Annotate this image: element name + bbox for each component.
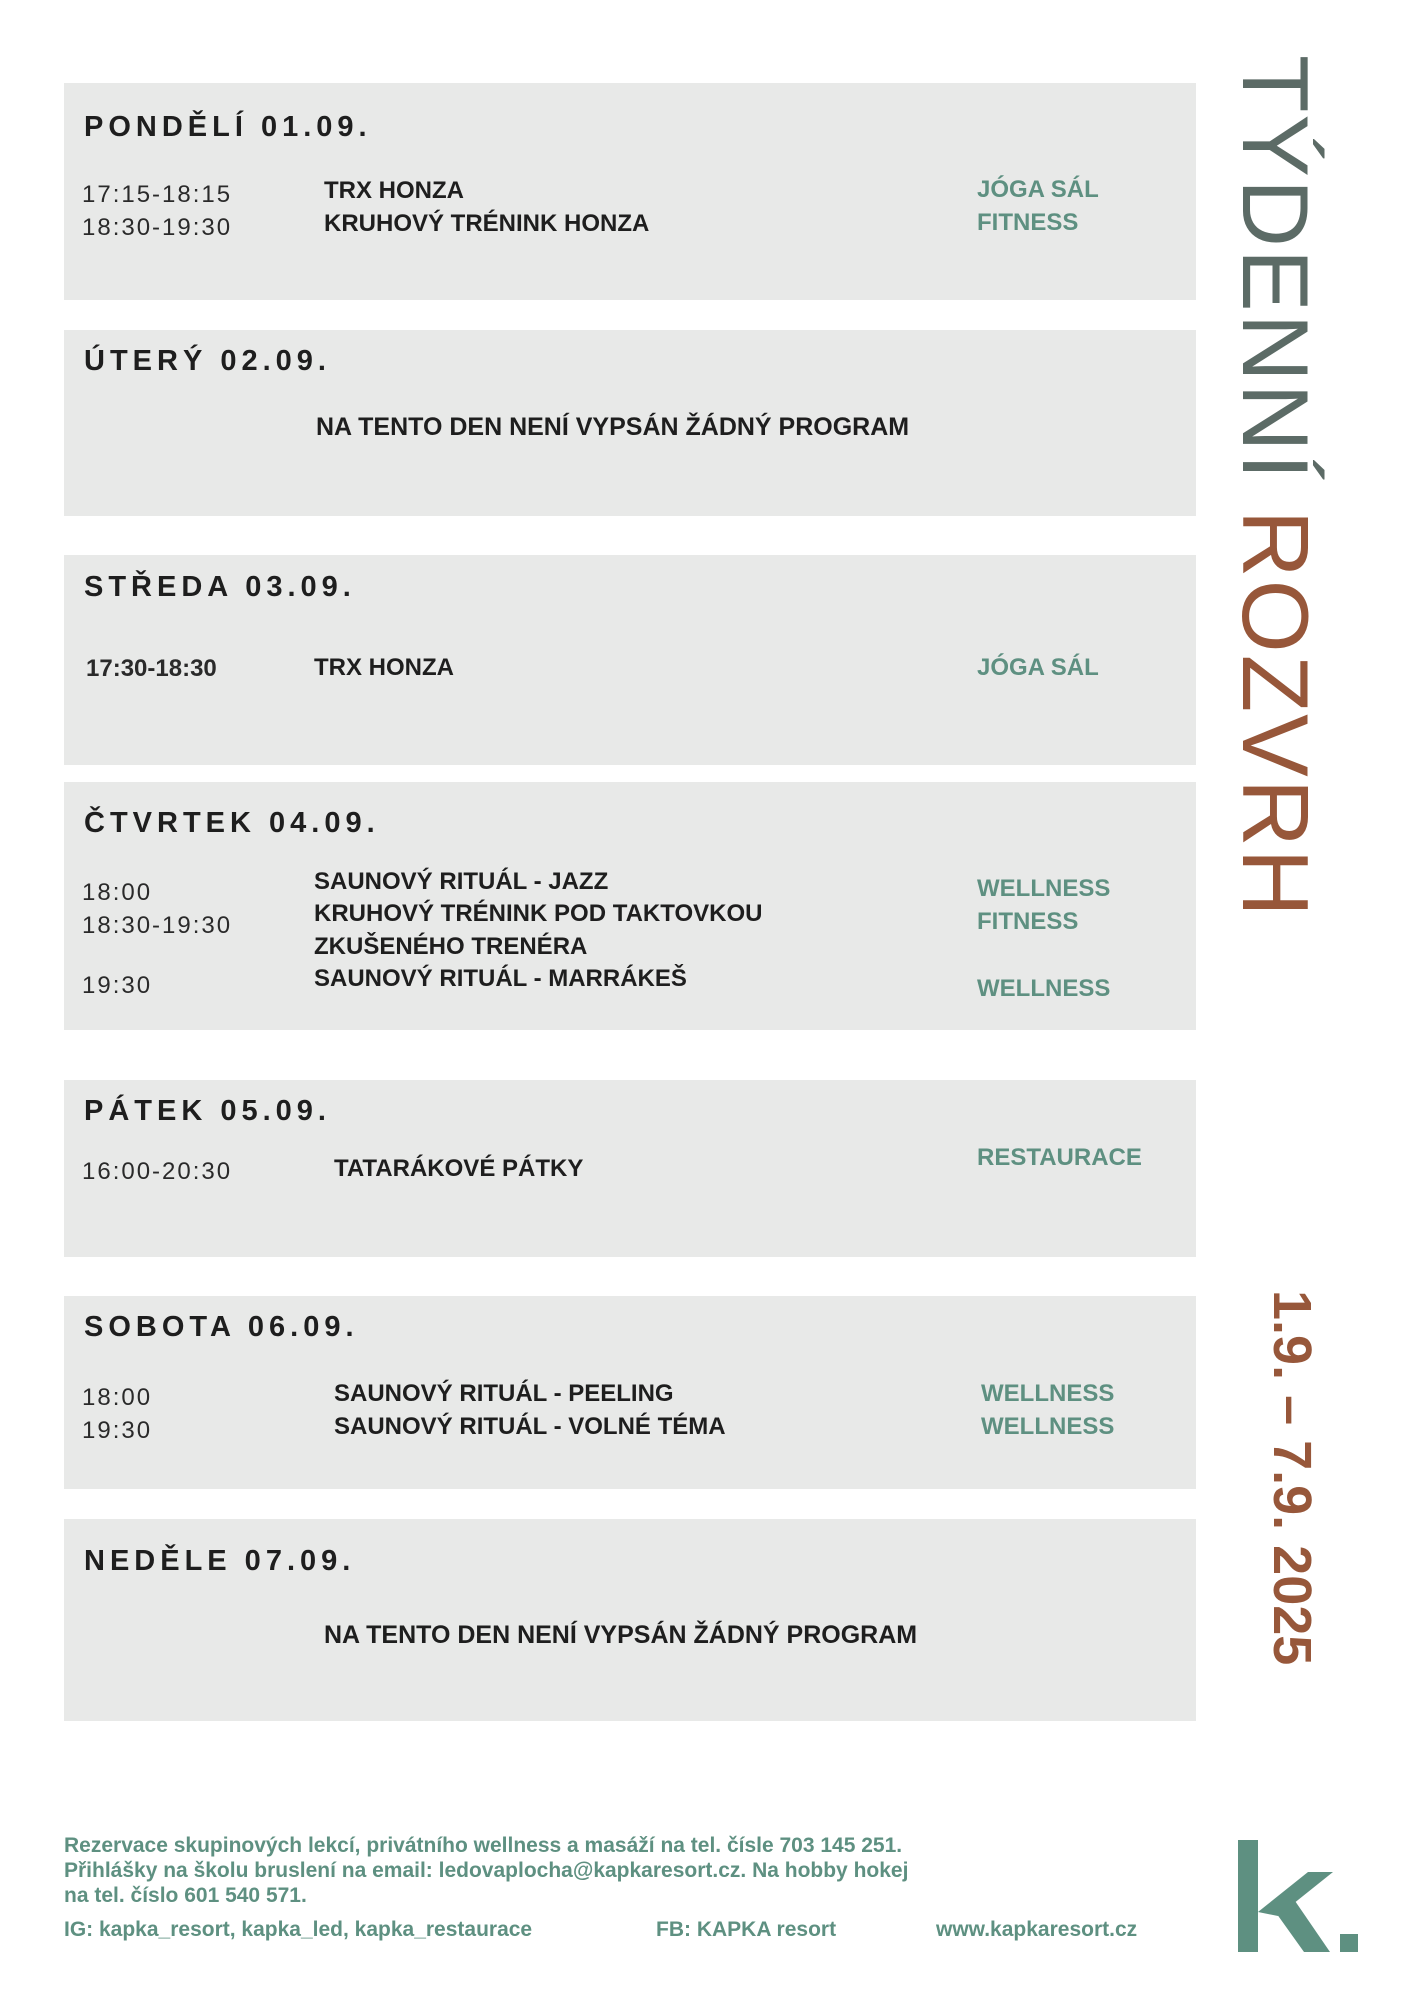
entry-time: 18:00 bbox=[82, 1384, 153, 1411]
entry-time: 19:30 bbox=[82, 1417, 153, 1444]
entry-activity: SAUNOVÝ RITUÁL - VOLNÉ TÉMA bbox=[334, 1413, 726, 1440]
day-heading: STŘEDA 03.09. bbox=[84, 571, 356, 603]
entry-activity: KRUHOVÝ TRÉNINK POD TAKTOVKOU bbox=[314, 900, 763, 927]
entry-location: RESTAURACE bbox=[977, 1144, 1142, 1171]
entry-location: WELLNESS bbox=[977, 875, 1111, 902]
entry-activity: SAUNOVÝ RITUÁL - PEELING bbox=[334, 1380, 674, 1407]
entry-time: 17:15-18:15 bbox=[82, 181, 233, 208]
footer-line-2: Přihlášky na školu bruslení na email: ledovaplocha@kapkaresort.cz. Na hobby hokej bbox=[64, 1859, 909, 1882]
day-heading: SOBOTA 06.09. bbox=[84, 1311, 359, 1343]
day-card-wednesday bbox=[64, 555, 1196, 765]
page-title-vertical bbox=[1223, 55, 1328, 1205]
footer-line-1: Rezervace skupinových lekcí, privátního wellness a masáží na tel. čísle 703 145 251. bbox=[64, 1834, 903, 1857]
entry-location: JÓGA SÁL bbox=[977, 176, 1099, 203]
day-card-saturday bbox=[64, 1296, 1196, 1489]
entry-time: 17:30-18:30 bbox=[86, 655, 217, 682]
day-heading: PONDĚLÍ 01.09. bbox=[84, 111, 372, 143]
entry-time: 16:00-20:30 bbox=[82, 1158, 233, 1185]
entry-activity: SAUNOVÝ RITUÁL - MARRÁKEŠ bbox=[314, 965, 687, 992]
footer-website[interactable]: www.kapkaresort.cz bbox=[936, 1918, 1138, 1941]
footer-instagram[interactable]: IG: kapka_resort, kapka_led, kapka_restaurace bbox=[64, 1918, 533, 1941]
entry-location: JÓGA SÁL bbox=[977, 654, 1099, 681]
day-heading: PÁTEK 05.09. bbox=[84, 1095, 331, 1127]
day-card-tuesday bbox=[64, 330, 1196, 516]
kapka-logo bbox=[1238, 1820, 1358, 1955]
title-word-2: ROZVRH bbox=[1223, 509, 1328, 919]
entry-location: WELLNESS bbox=[981, 1380, 1115, 1407]
entry-location: WELLNESS bbox=[981, 1413, 1115, 1440]
title-word-1: TÝDENNÍ bbox=[1223, 55, 1328, 482]
day-heading: NEDĚLE 07.09. bbox=[84, 1545, 356, 1577]
entry-time: 18:00 bbox=[82, 879, 153, 906]
day-card-monday bbox=[64, 83, 1196, 300]
entry-activity-continued: ZKUŠENÉHO TRENÉRA bbox=[314, 933, 588, 960]
entry-time: 18:30-19:30 bbox=[82, 912, 233, 939]
entry-activity: SAUNOVÝ RITUÁL - JAZZ bbox=[314, 868, 609, 895]
entry-activity: TATARÁKOVÉ PÁTKY bbox=[334, 1155, 584, 1182]
entry-location: FITNESS bbox=[977, 908, 1079, 935]
day-heading: ČTVRTEK 04.09. bbox=[84, 807, 380, 839]
day-card-friday bbox=[64, 1080, 1196, 1257]
entry-location: WELLNESS bbox=[977, 975, 1111, 1002]
day-card-thursday bbox=[64, 782, 1196, 1030]
entry-activity: TRX HONZA bbox=[314, 654, 454, 681]
no-program-text: NA TENTO DEN NENÍ VYPSÁN ŽÁDNÝ PROGRAM bbox=[316, 413, 910, 441]
day-card-sunday bbox=[64, 1519, 1196, 1721]
entry-location: FITNESS bbox=[977, 209, 1079, 236]
entry-time: 19:30 bbox=[82, 972, 153, 999]
entry-activity: TRX HONZA bbox=[324, 177, 464, 204]
day-heading: ÚTERÝ 02.09. bbox=[84, 345, 331, 377]
footer-line-3: na tel. číslo 601 540 571. bbox=[64, 1884, 307, 1907]
no-program-text: NA TENTO DEN NENÍ VYPSÁN ŽÁDNÝ PROGRAM bbox=[324, 1621, 918, 1649]
entry-activity: KRUHOVÝ TRÉNINK HONZA bbox=[324, 210, 650, 237]
date-range-vertical: 1.9. – 7.9. 2025 bbox=[1262, 1290, 1322, 1666]
entry-time: 18:30-19:30 bbox=[82, 214, 233, 241]
footer-facebook[interactable]: FB: KAPKA resort bbox=[656, 1918, 837, 1941]
